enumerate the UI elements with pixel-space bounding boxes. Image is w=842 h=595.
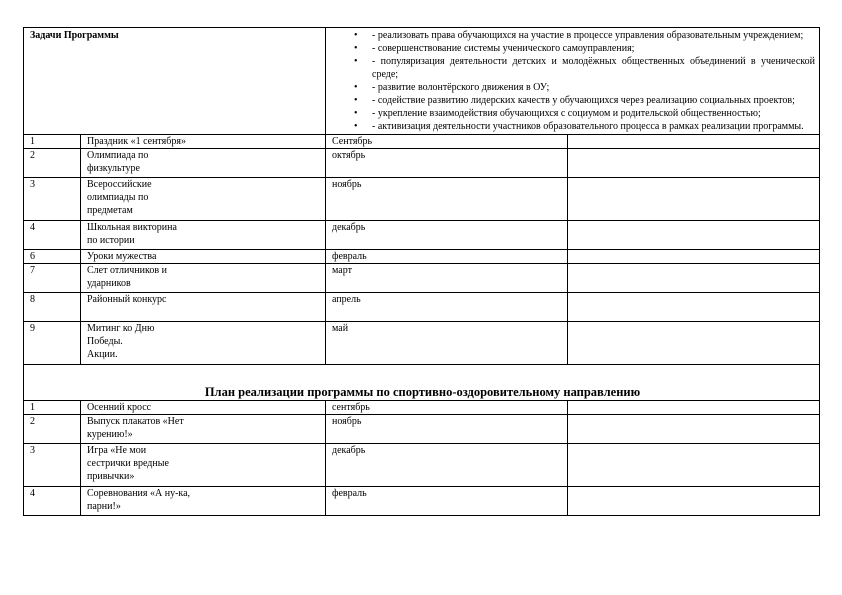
task-item xyxy=(332,81,815,94)
task-text: - содействие развитию лидерских качеств у обучающихся через реализацию социальных проектов; xyxy=(372,95,795,106)
event-name-line: Акции. xyxy=(87,349,118,360)
event-name-line: Праздник «1 сентября» xyxy=(87,136,186,147)
table-row xyxy=(24,487,820,516)
empty-cell xyxy=(568,149,820,178)
event-name-line: Митинг ко Дню xyxy=(87,323,155,334)
event-name-line: Соревнования «А ну-ка, xyxy=(87,488,191,499)
tasks-list xyxy=(332,28,815,134)
event-name xyxy=(81,401,326,415)
empty-cell xyxy=(568,415,820,444)
empty-cell xyxy=(568,135,820,149)
event-name-line: предметам xyxy=(87,205,133,216)
tasks-cell xyxy=(326,28,820,135)
event-name xyxy=(81,293,326,322)
bullet-icon: • xyxy=(354,82,358,93)
event-name-line: курению!» xyxy=(87,429,133,440)
row-number: 3 xyxy=(24,444,81,487)
event-name-line: Игра «Не мои xyxy=(87,445,147,456)
event-name xyxy=(81,444,326,487)
empty-cell xyxy=(568,293,820,322)
event-name-line: Уроки мужества xyxy=(87,251,157,262)
event-name-line: Победы. xyxy=(87,336,123,347)
event-name-line: сестрички вредные xyxy=(87,458,169,469)
table-row xyxy=(24,415,820,444)
task-item xyxy=(332,42,815,55)
event-month: ноябрь xyxy=(326,415,568,444)
program-table xyxy=(23,27,820,516)
empty-cell xyxy=(568,264,820,293)
row-number: 4 xyxy=(24,487,81,516)
event-month: февраль xyxy=(326,250,568,264)
task-item xyxy=(332,107,815,120)
bullet-icon: • xyxy=(354,108,358,119)
event-name xyxy=(81,264,326,293)
tasks-row xyxy=(24,28,820,135)
event-name xyxy=(81,178,326,221)
table-row xyxy=(24,178,820,221)
event-name-line: Слет отличников и xyxy=(87,265,167,276)
event-month: декабрь xyxy=(326,444,568,487)
table-row xyxy=(24,135,820,149)
task-item xyxy=(332,29,815,42)
event-name xyxy=(81,487,326,516)
event-name-line: парни!» xyxy=(87,501,121,512)
event-name-line: Всероссийские xyxy=(87,179,152,190)
empty-cell xyxy=(568,250,820,264)
table-row xyxy=(24,322,820,365)
table-row xyxy=(24,221,820,250)
event-name-line: Районный конкурс xyxy=(87,294,167,305)
row-number: 2 xyxy=(24,149,81,178)
task-item xyxy=(332,94,815,107)
table-row xyxy=(24,444,820,487)
task-text: - совершенствование системы ученического самоуправления; xyxy=(372,43,635,54)
program-plan-page xyxy=(23,27,819,516)
empty-cell xyxy=(568,444,820,487)
empty-cell xyxy=(568,487,820,516)
event-name-line: Осенний кросс xyxy=(87,402,152,413)
empty-cell xyxy=(568,178,820,221)
task-item xyxy=(332,120,815,133)
event-name-line: физкультуре xyxy=(87,163,140,174)
event-name-line: олимпиады по xyxy=(87,192,149,203)
event-name-line: по истории xyxy=(87,235,135,246)
event-name xyxy=(81,415,326,444)
event-name xyxy=(81,322,326,365)
table-row xyxy=(24,293,820,322)
row-number: 3 xyxy=(24,178,81,221)
bullet-icon: • xyxy=(354,43,358,54)
event-name-line: Олимпиада по xyxy=(87,150,149,161)
empty-cell xyxy=(568,322,820,365)
section-title: План реализации программы по спортивно-оздоровительному направлению xyxy=(24,365,820,401)
event-month: декабрь xyxy=(326,221,568,250)
row-number: 6 xyxy=(24,250,81,264)
event-name xyxy=(81,221,326,250)
event-name xyxy=(81,149,326,178)
task-text: - укрепление взаимодействия обучающихся с социумом и родительской общественностью; xyxy=(372,108,761,119)
bullet-icon: • xyxy=(354,30,358,41)
table-row xyxy=(24,264,820,293)
tasks-label: Задачи Программы xyxy=(24,28,326,135)
event-month: октябрь xyxy=(326,149,568,178)
event-name-line: Выпуск плакатов «Нет xyxy=(87,416,184,427)
event-month: февраль xyxy=(326,487,568,516)
empty-cell xyxy=(568,221,820,250)
event-month: Сентябрь xyxy=(326,135,568,149)
table-row xyxy=(24,401,820,415)
table-row xyxy=(24,149,820,178)
event-month: май xyxy=(326,322,568,365)
event-month: сентябрь xyxy=(326,401,568,415)
table-row xyxy=(24,250,820,264)
task-text: - активизация деятельности участников образовательного процесса в рамках реализации программы. xyxy=(372,121,804,132)
task-item xyxy=(332,55,815,81)
row-number: 9 xyxy=(24,322,81,365)
event-month: ноябрь xyxy=(326,178,568,221)
event-name xyxy=(81,135,326,149)
bullet-icon: • xyxy=(354,56,358,67)
row-number: 8 xyxy=(24,293,81,322)
row-number: 7 xyxy=(24,264,81,293)
event-name-line: Школьная викторина xyxy=(87,222,177,233)
bullet-icon: • xyxy=(354,95,358,106)
event-name-line: ударников xyxy=(87,278,131,289)
row-number: 4 xyxy=(24,221,81,250)
task-text: - популяризация деятельности детских и молодёжных общественных объединений в ученической среде; xyxy=(372,56,816,80)
task-text: - развитие волонтёрского движения в ОУ; xyxy=(372,82,550,93)
event-month: март xyxy=(326,264,568,293)
event-month: апрель xyxy=(326,293,568,322)
section-title-row xyxy=(24,365,820,401)
bullet-icon: • xyxy=(354,121,358,132)
event-name xyxy=(81,250,326,264)
empty-cell xyxy=(568,401,820,415)
event-name-line: привычки» xyxy=(87,471,135,482)
row-number: 1 xyxy=(24,401,81,415)
row-number: 2 xyxy=(24,415,81,444)
row-number: 1 xyxy=(24,135,81,149)
task-text: - реализовать права обучающихся на участие в процессе управления образовательным учреждением; xyxy=(372,30,804,41)
